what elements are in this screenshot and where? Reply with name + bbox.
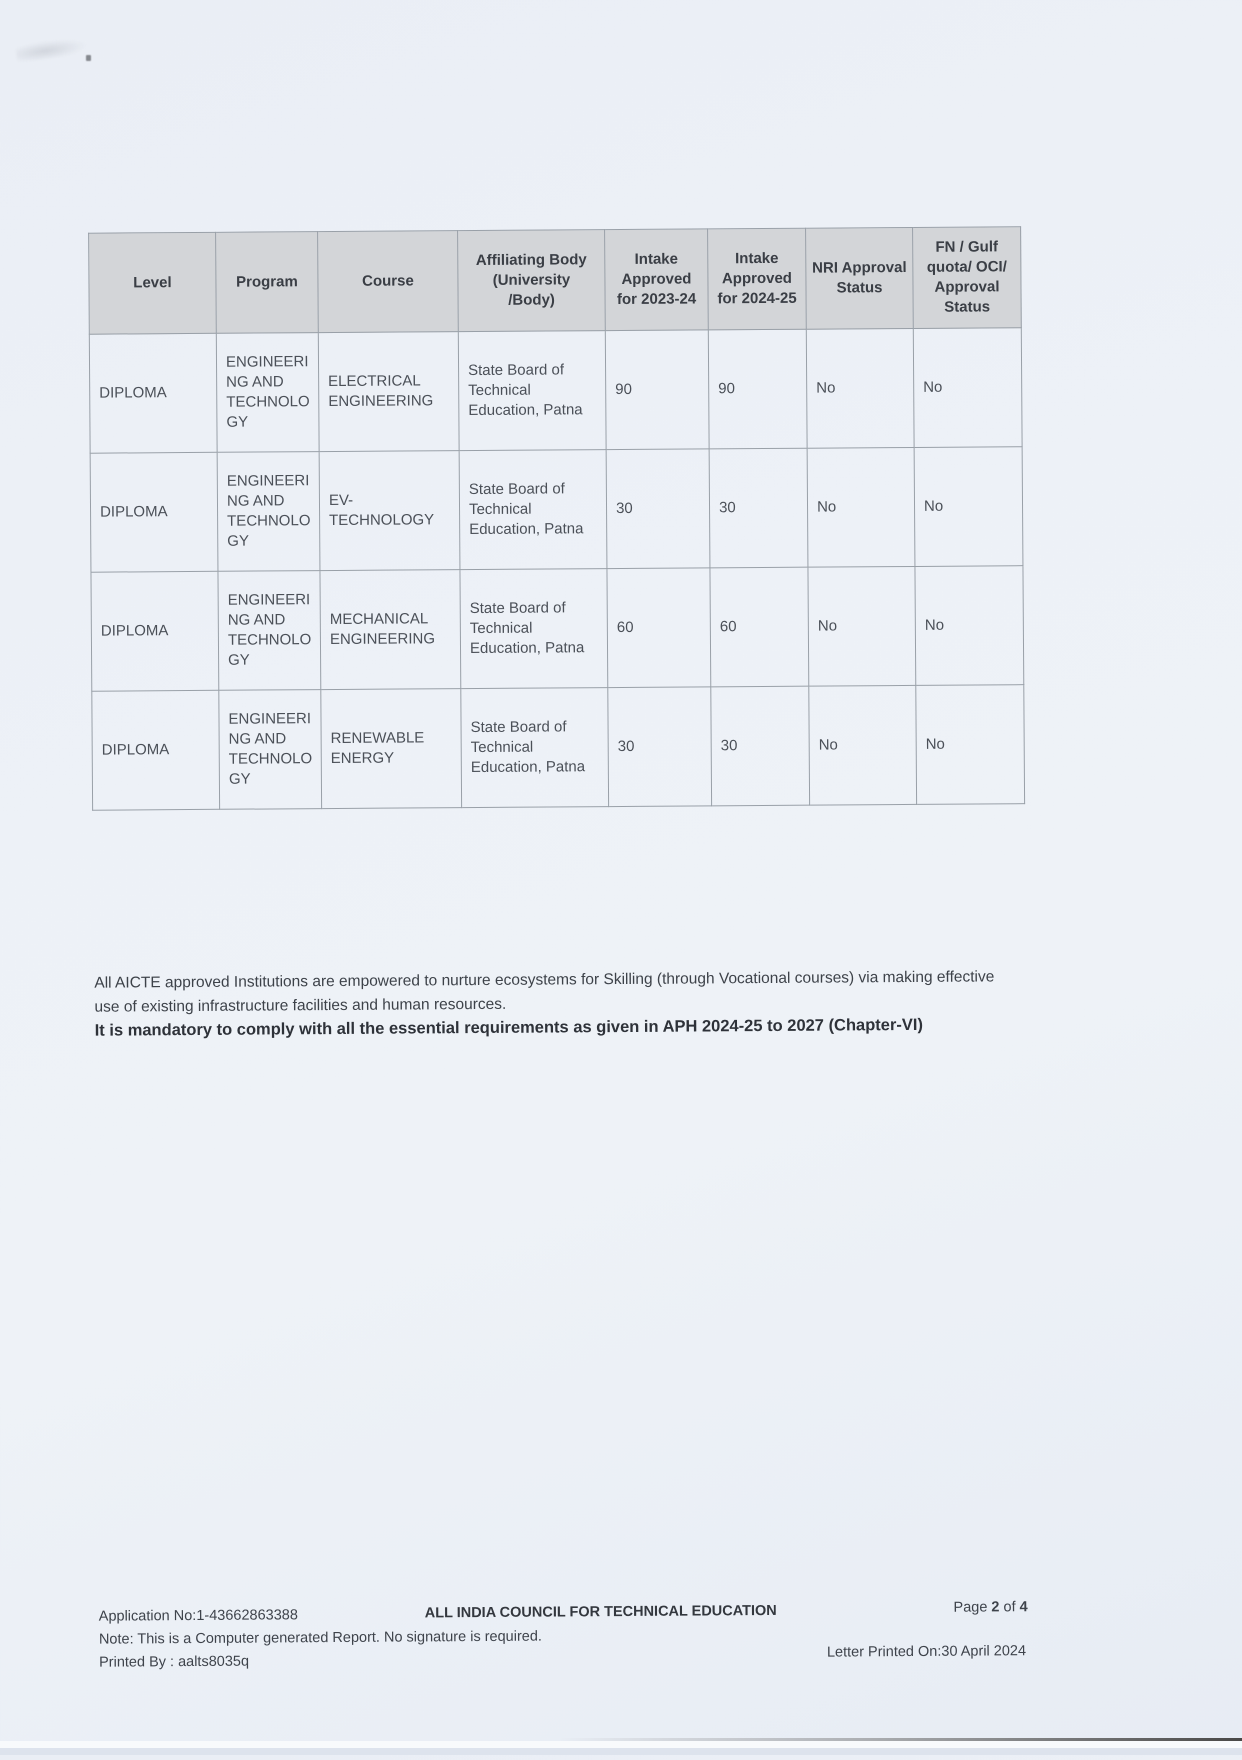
- page-number: 2: [991, 1599, 1000, 1616]
- cell-nri-status: No: [807, 447, 915, 567]
- cell-course: RENEWABLE ENERGY: [321, 689, 462, 809]
- column-header-program: [216, 232, 319, 334]
- table-row: [89, 328, 1022, 454]
- cell-affiliating-body: State Board of Technical Education, Patna: [461, 688, 609, 808]
- cell-level: DIPLOMA: [89, 333, 217, 453]
- column-header-label: Intake Approved for 2024-25: [717, 249, 797, 308]
- cell-nri-status: No: [806, 328, 914, 448]
- cell-level: DIPLOMA: [90, 452, 218, 572]
- page-footer: [6, 1598, 1242, 1671]
- column-header-affiliating-body: [458, 230, 606, 332]
- column-header-intake-2023-24: [605, 229, 709, 331]
- cell-program: ENGINEERING AND TECHNOLOGY: [217, 452, 320, 572]
- column-header-fn-gulf-approval: [913, 227, 1022, 329]
- cell-course: MECHANICAL ENGINEERING: [320, 570, 461, 690]
- table-row: [90, 447, 1023, 573]
- cell-fn-gulf-status: No: [913, 328, 1022, 448]
- scan-edge-white-strip: [0, 1741, 1242, 1748]
- cell-program: ENGINEERING AND TECHNOLOGY: [218, 571, 321, 691]
- cell-affiliating-body: State Board of Technical Education, Patna: [459, 450, 607, 570]
- cell-intake-2024-25: 30: [711, 686, 810, 806]
- cell-intake-2024-25: 60: [710, 567, 809, 687]
- cell-level: DIPLOMA: [91, 571, 219, 691]
- cell-program: ENGINEERING AND TECHNOLOGY: [216, 333, 319, 453]
- scan-edge-grey-strip: [0, 1748, 1242, 1755]
- cell-intake-2024-25: 30: [709, 448, 808, 568]
- page-indicator: [953, 1599, 1027, 1616]
- printed-by: Printed By : aalts8035q: [99, 1653, 250, 1671]
- cell-affiliating-body: State Board of Technical Education, Patna: [458, 331, 606, 451]
- scan-speck: [86, 55, 91, 61]
- column-header-label: Level: [133, 274, 172, 292]
- cell-intake-2023-24: 30: [608, 687, 712, 807]
- column-header-label: Course: [362, 272, 414, 290]
- cell-fn-gulf-status: No: [914, 447, 1023, 567]
- table-row: [92, 685, 1025, 811]
- cell-program: ENGINEERING AND TECHNOLOGY: [219, 690, 322, 810]
- table-row: [91, 566, 1024, 692]
- cell-intake-2024-25: 90: [708, 329, 807, 449]
- cell-intake-2023-24: 60: [607, 568, 711, 688]
- column-header-course: [318, 231, 459, 333]
- cell-affiliating-body: State Board of Technical Education, Patna: [460, 569, 608, 689]
- of-label: of: [1003, 1599, 1016, 1616]
- page-label: Page: [953, 1599, 988, 1616]
- column-header-nri-approval: [806, 227, 914, 329]
- application-number: Application No:1-43662863388: [98, 1607, 298, 1625]
- program-approval-table: [88, 226, 1025, 810]
- page-total: 4: [1019, 1599, 1028, 1616]
- cell-intake-2023-24: 30: [606, 449, 710, 569]
- letter-printed-date: Letter Printed On:30 April 2024: [826, 1643, 1027, 1661]
- computer-generated-note: Note: This is a Computer generated Report. No signature is required.: [98, 1628, 542, 1648]
- skilling-note: All AICTE approved Institutions are empowered to nurture ecosystems for Skilling (through Vocational courses) via making effective use of existing infrastructure facilities and human resources.: [94, 968, 995, 1016]
- table-header-row: [89, 227, 1022, 335]
- column-header-level: [89, 232, 217, 334]
- cell-course: ELECTRICAL ENGINEERING: [318, 332, 459, 452]
- cell-course: EV-TECHNOLOGY: [319, 451, 460, 571]
- column-header-intake-2024-25: [708, 228, 807, 330]
- cell-level: DIPLOMA: [92, 690, 220, 810]
- column-header-label: FN / Gulf quota/ OCI/ Approval Status: [926, 237, 1007, 316]
- cell-nri-status: No: [809, 685, 917, 805]
- column-header-label: Intake Approved for 2023-24: [616, 250, 697, 309]
- cell-intake-2023-24: 90: [605, 330, 709, 450]
- column-header-label: Affiliating Body (University /Body): [475, 250, 587, 309]
- column-header-label: Program: [236, 273, 298, 291]
- cell-nri-status: No: [808, 566, 916, 686]
- column-header-label: NRI Approval Status: [812, 258, 907, 297]
- council-name: ALL INDIA COUNCIL FOR TECHNICAL EDUCATION: [424, 1602, 777, 1622]
- mandatory-note: It is mandatory to comply with all the essential requirements as given in APH 2024-25 to 2027 (Chapter-VI): [94, 1015, 924, 1040]
- cell-fn-gulf-status: No: [915, 566, 1024, 686]
- cell-fn-gulf-status: No: [916, 685, 1025, 805]
